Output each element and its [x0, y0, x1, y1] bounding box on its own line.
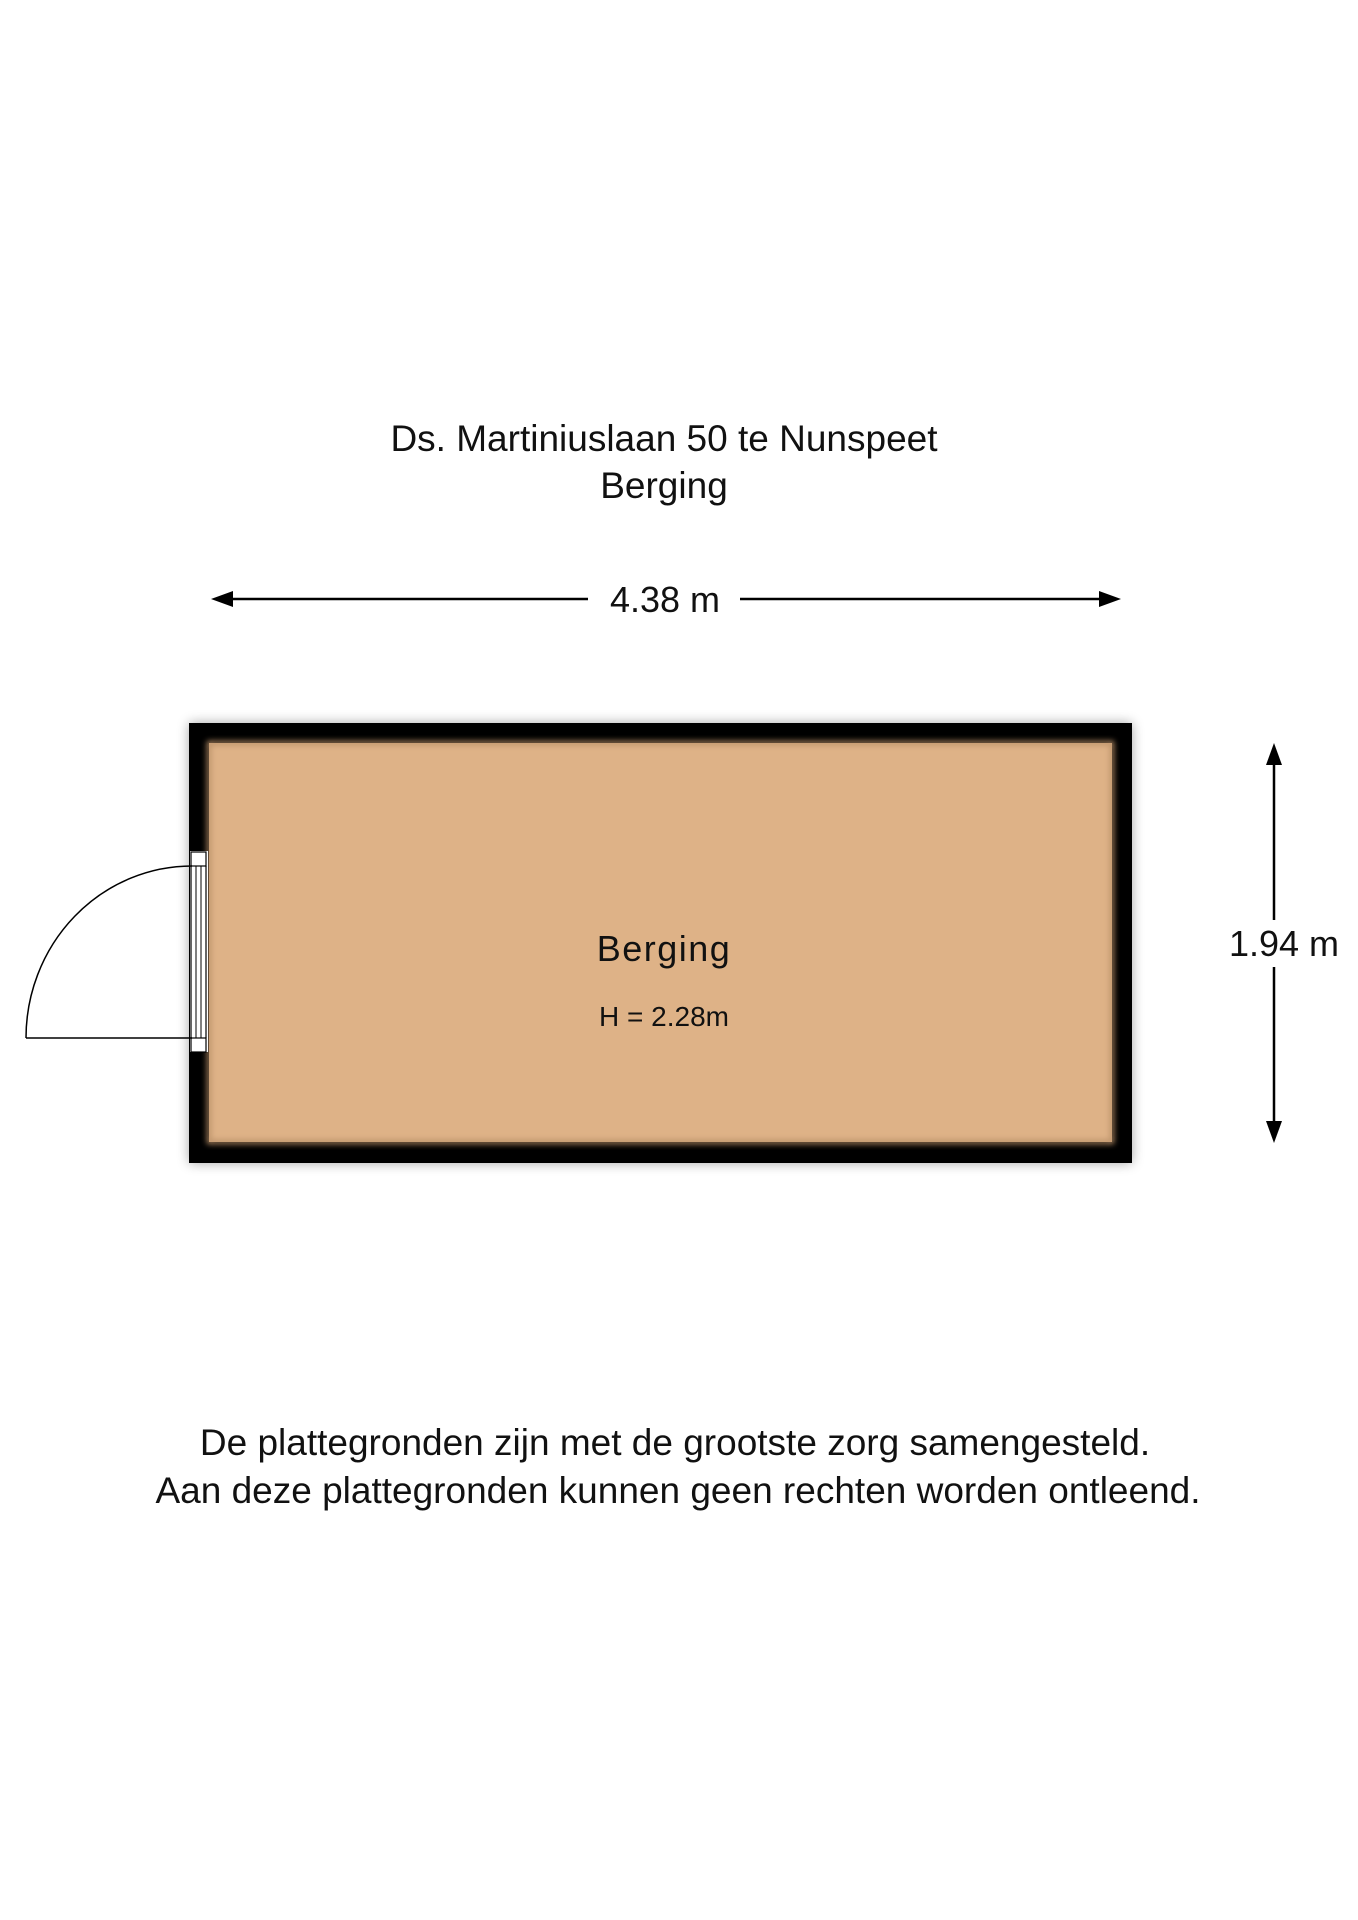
door	[26, 851, 208, 1052]
room-label: Berging	[596, 928, 732, 969]
plan-floor-title: Berging	[600, 465, 728, 506]
room-ceiling-height: H = 2.28m	[599, 1001, 729, 1032]
disclaimer-line-2: Aan deze plattegronden kunnen geen rechten worden ontleend.	[155, 1470, 1201, 1511]
plan-address-title: Ds. Martiniuslaan 50 te Nunspeet	[390, 418, 938, 459]
height-dimension-label: 1.94 m	[1228, 923, 1340, 964]
disclaimer-line-1: De plattegronden zijn met de grootste zorg samengesteld.	[199, 1422, 1151, 1463]
width-dimension-label: 4.38 m	[609, 579, 721, 620]
